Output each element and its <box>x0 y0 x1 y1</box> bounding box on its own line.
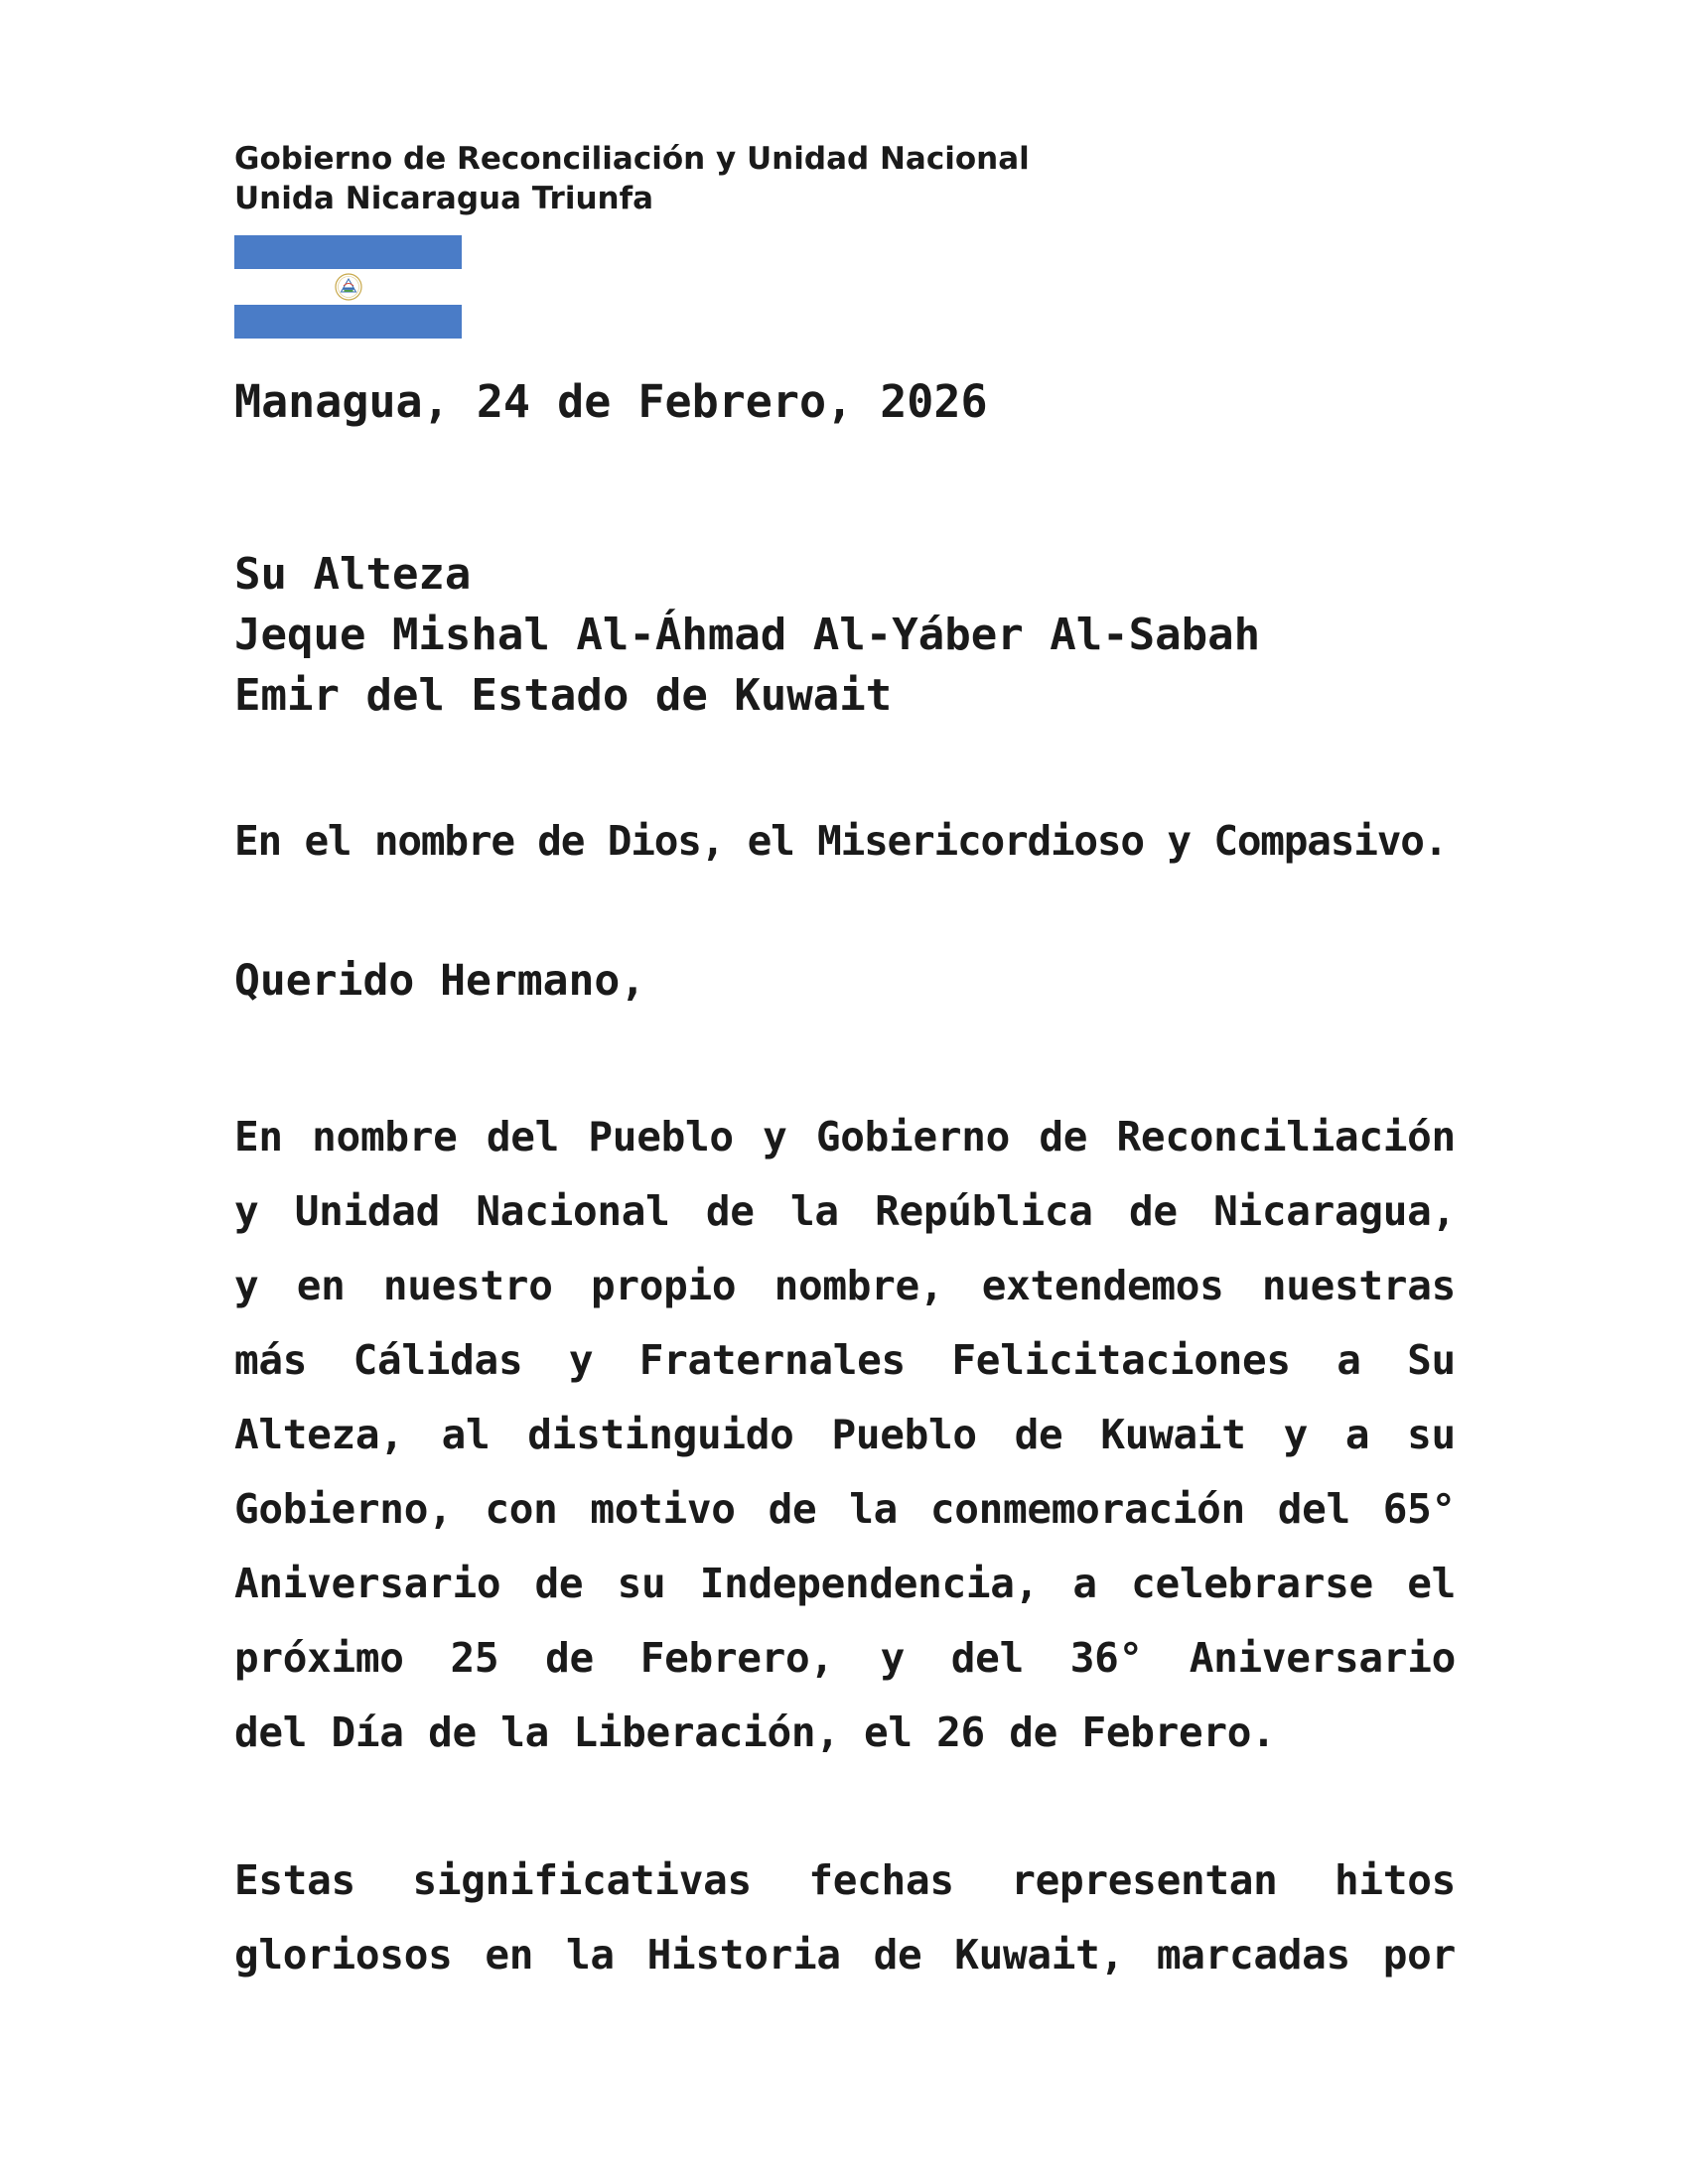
letter-date: Managua, 24 de Febrero, 2026 <box>234 375 988 428</box>
paragraph-line: y Unidad Nacional de la República de Nicaragua, <box>234 1187 1456 1235</box>
salutation: Querido Hermano, <box>234 956 646 1006</box>
coat-of-arms-icon <box>331 270 366 304</box>
paragraph-line: más Cálidas y Fraternales Felicitaciones a Su <box>234 1336 1456 1384</box>
paragraph-line: Estas significativas fechas representan hitos <box>234 1856 1456 1904</box>
paragraph-line: Gobierno, con motivo de la conmemoración del 65° <box>234 1485 1456 1533</box>
letterhead-government-name: Gobierno de Reconciliación y Unidad Nacional <box>234 141 1030 177</box>
paragraph-line: del Día de la Liberación, el 26 de Febrero. <box>234 1708 1276 1756</box>
recipient-position: Emir del Estado de Kuwait <box>234 670 893 721</box>
recipient-block <box>234 544 1260 726</box>
paragraph-line: En nombre del Pueblo y Gobierno de Reconciliación <box>234 1113 1456 1160</box>
recipient-title: Su Alteza <box>234 549 472 600</box>
paragraph-line: Alteza, al distinguido Pueblo de Kuwait y a su <box>234 1411 1456 1458</box>
nicaragua-flag-icon <box>234 235 462 339</box>
flag-top-stripe <box>234 235 462 269</box>
recipient-name: Jeque Mishal Al-Áhmad Al-Yáber Al-Sabah <box>234 610 1261 660</box>
invocation: En el nombre de Dios, el Misericordioso y Compasivo. <box>234 817 1448 865</box>
flag-bottom-stripe <box>234 305 462 339</box>
paragraph-line: Aniversario de su Independencia, a celebrarse el <box>234 1560 1456 1607</box>
paragraph-congratulations <box>234 1100 1456 1770</box>
paragraph-history <box>234 1843 1456 1992</box>
letterhead-slogan: Unida Nicaragua Triunfa <box>234 181 654 216</box>
paragraph-line: próximo 25 de Febrero, y del 36° Aniversario <box>234 1634 1456 1682</box>
paragraph-line: y en nuestro propio nombre, extendemos nuestras <box>234 1262 1456 1309</box>
letterhead <box>234 139 1030 218</box>
paragraph-line: gloriosos en la Historia de Kuwait, marcadas por <box>234 1931 1456 1979</box>
